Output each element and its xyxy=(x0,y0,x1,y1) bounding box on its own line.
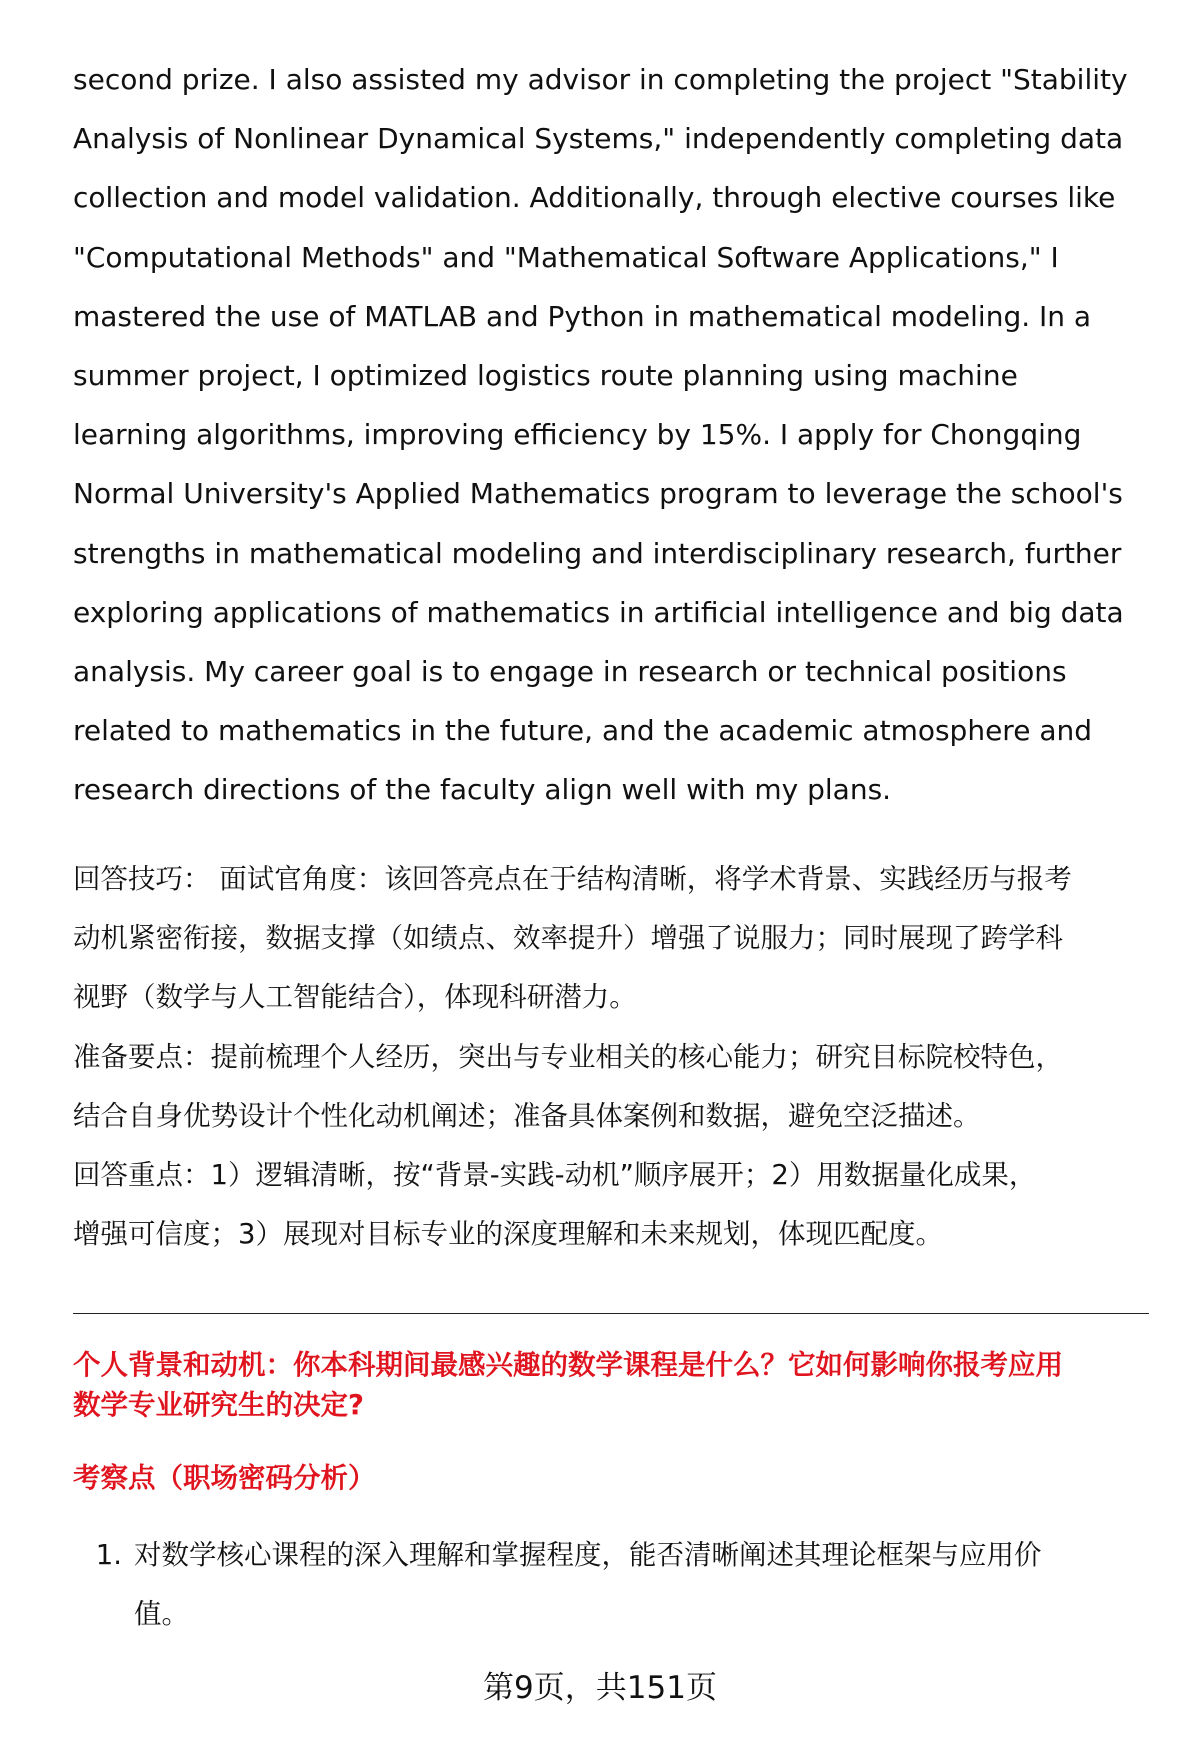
tips-line: 结合自身优势设计个性化动机阐述；准备具体案例和数据，避免空泛描述。 xyxy=(73,1099,981,1132)
question-line: 个人背景和动机：你本科期间最感兴趣的数学课程是什么？它如何影响你报考应用 xyxy=(73,1349,1063,1381)
list-item xyxy=(80,1526,1160,1644)
list-number: 1. xyxy=(95,1539,122,1571)
question-heading xyxy=(73,1345,1153,1425)
question-line: 数学专业研究生的决定? xyxy=(73,1389,364,1421)
answer-line: learning algorithms, improving efficiency by 15%. I apply for Chongqing xyxy=(73,418,1082,452)
answer-paragraph xyxy=(73,50,1153,820)
answer-line: "Computational Methods" and "Mathematical Software Applications," I xyxy=(73,240,1059,274)
answer-line: mastered the use of MATLAB and Python in mathematical modeling. In a xyxy=(73,299,1092,333)
tips-line: 动机紧密衔接，数据支撑（如绩点、效率提升）增强了说服力；同时展现了跨学科 xyxy=(73,922,1063,955)
tips-line: 准备要点：提前梳理个人经历，突出与专业相关的核心能力；研究目标院校特色， xyxy=(73,1040,1063,1073)
answer-line: related to mathematics in the future, and the academic atmosphere and xyxy=(73,714,1093,748)
list-text: 对数学核心课程的深入理解和掌握程度，能否清晰阐述其理论框架与应用价 xyxy=(134,1539,1042,1571)
answer-line: Analysis of Nonlinear Dynamical Systems," independently completing data xyxy=(73,122,1124,156)
tips-line: 视野（数学与人工智能结合），体现科研潜力。 xyxy=(73,981,637,1014)
answer-line: summer project, I optimized logistics route planning using machine xyxy=(73,359,1018,393)
answer-line: second prize. I also assisted my advisor in completing the project "Stability xyxy=(73,63,1128,96)
answer-line: strengths in mathematical modeling and interdisciplinary research, further xyxy=(73,536,1122,570)
answer-line: exploring applications of mathematics in artificial intelligence and big data xyxy=(73,595,1124,629)
answer-line: analysis. My career goal is to engage in research or technical positions xyxy=(73,655,1067,689)
divider xyxy=(73,1313,1149,1314)
list-text-cont: 值。 xyxy=(134,1598,189,1631)
answer-tips xyxy=(73,850,1153,1264)
answer-line: collection and model validation. Additionally, through elective courses like xyxy=(73,181,1116,215)
answer-line: research directions of the faculty align well with my plans. xyxy=(73,773,892,807)
tips-line: 回答技巧： 面试官角度：该回答亮点在于结构清晰，将学术背景、实践经历与报考 xyxy=(73,863,1072,895)
tips-line: 增强可信度；3）展现对目标专业的深度理解和未来规划，体现匹配度。 xyxy=(73,1218,943,1251)
answer-line: Normal University's Applied Mathematics program to leverage the school's xyxy=(73,477,1123,511)
tips-line: 回答重点：1）逻辑清晰，按“背景-实践-动机”顺序展开；2）用数据量化成果， xyxy=(73,1159,1037,1192)
section-title: 考察点（职场密码分析） xyxy=(73,1462,376,1494)
page-number: 第9页，共151页 xyxy=(483,1670,717,1706)
